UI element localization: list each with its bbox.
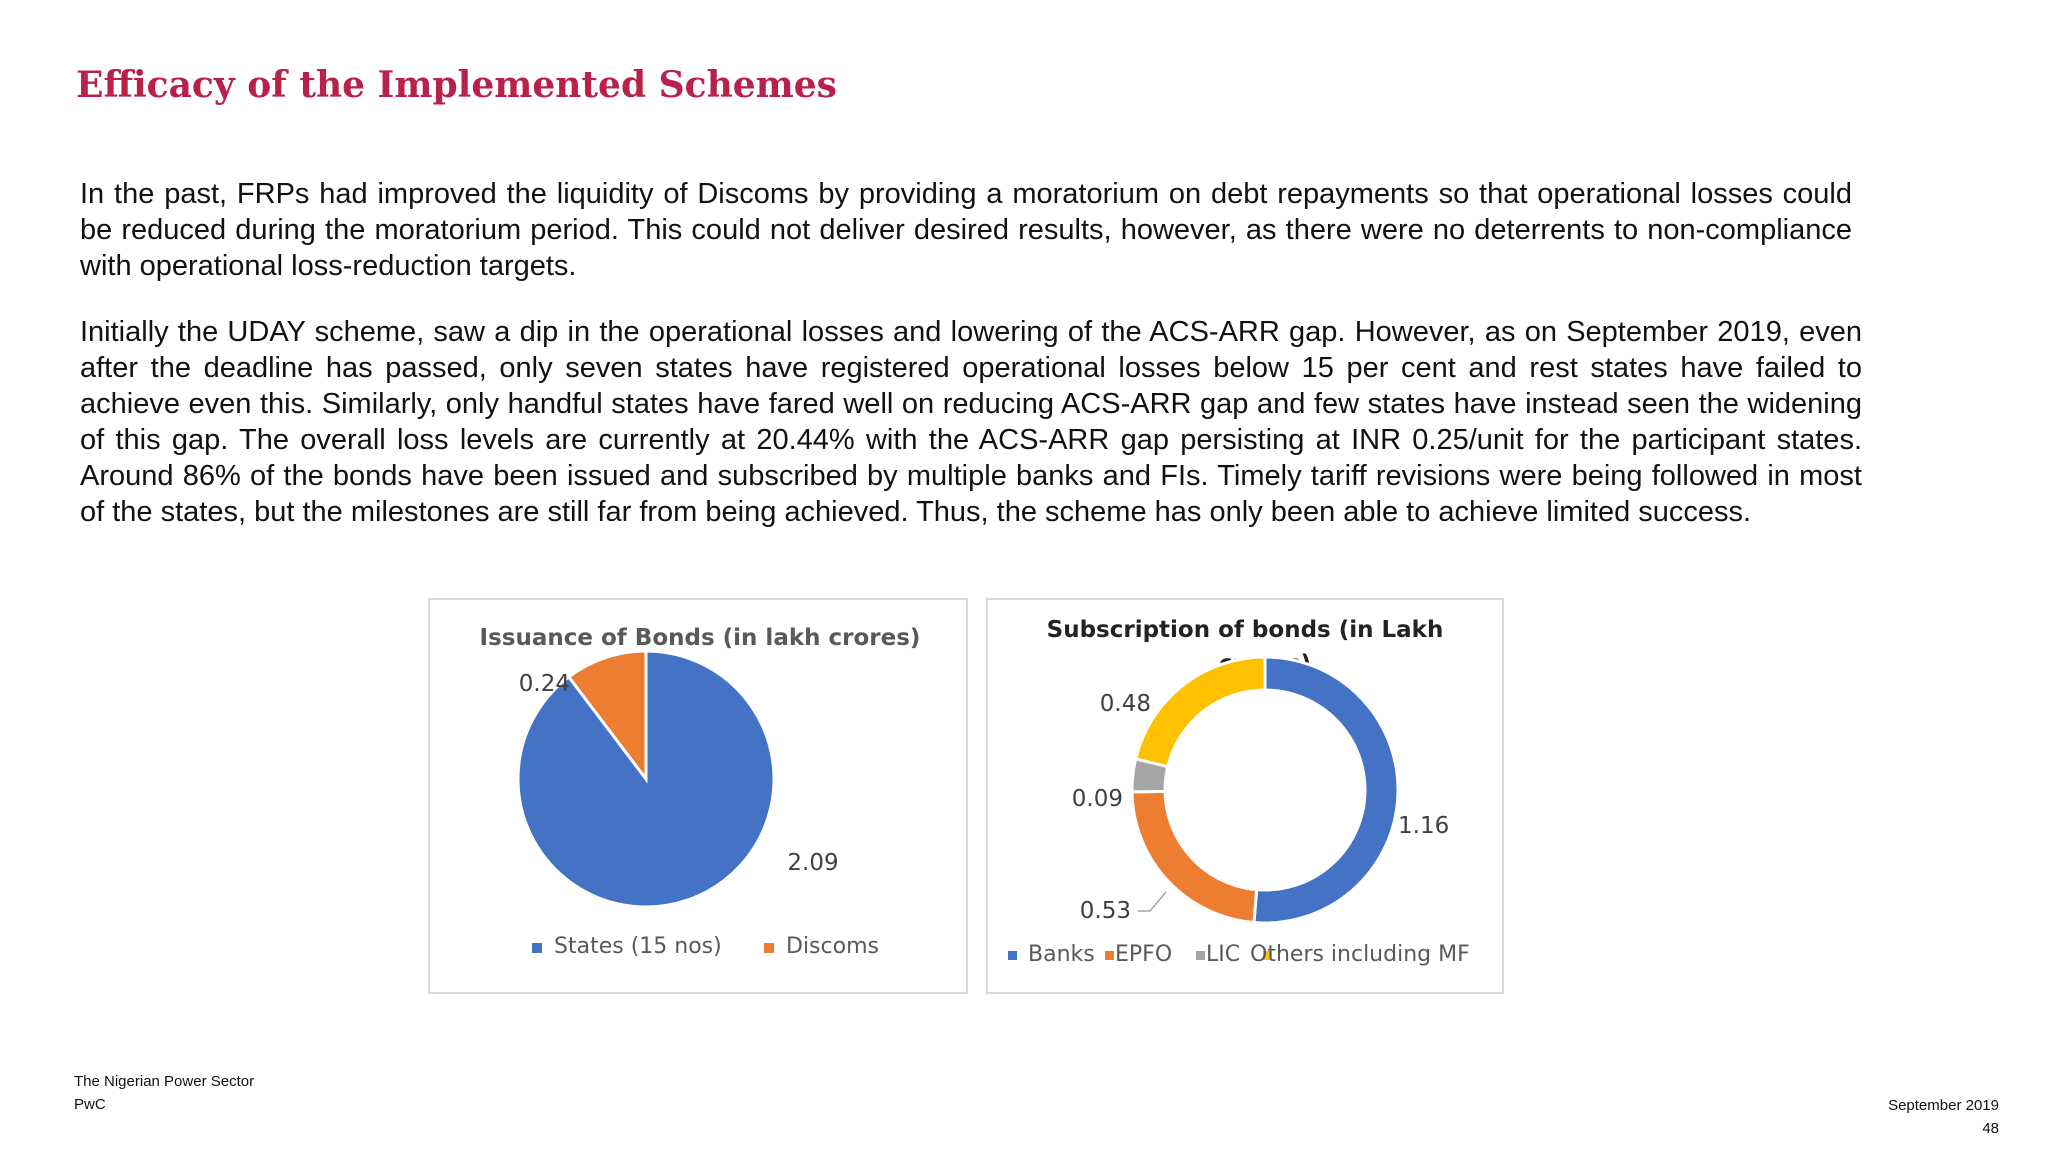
data-label-discoms: 0.24 bbox=[518, 671, 570, 697]
legend-label-epfo: EPFO bbox=[1115, 942, 1173, 967]
leader-line-epfo bbox=[1138, 892, 1166, 911]
legend-marker-epfo bbox=[1105, 951, 1114, 960]
paragraph-frp: In the past, FRPs had improved the liquidity of Discoms by providing a moratorium on debt repayments so that operational losses could be reduced during the moratorium period. This could not deliver desired results, however, as there were no deterrents to non-compliance with operational loss-reduction targets. bbox=[80, 178, 1852, 282]
data-label-lic: 0.09 bbox=[1071, 786, 1123, 812]
data-label-epfo: 0.53 bbox=[1079, 898, 1131, 924]
footer-report-title: The Nigerian Power Sector bbox=[74, 1073, 255, 1090]
legend-marker-discoms bbox=[764, 943, 774, 953]
page-title: Efficacy of the Implemented Schemes bbox=[76, 64, 837, 106]
legend-label-others: Others including MF bbox=[1250, 942, 1470, 967]
chart-title: Issuance of Bonds (in lakh crores) bbox=[479, 625, 921, 651]
data-label-banks: 1.16 bbox=[1398, 813, 1450, 839]
issuance-of-bonds-chart bbox=[428, 598, 968, 994]
legend-label-banks: Banks bbox=[1028, 942, 1095, 967]
legend-label-states: States (15 nos) bbox=[554, 934, 722, 959]
paragraph-uday: Initially the UDAY scheme, saw a dip in the operational losses and lowering of the ACS-ARR gap. However, as on September 2019, even after the deadline has passed, only seven states have registered operational losses below 15 per cent and rest states have failed to achieve even this. Similarly, only handful states have fared well on reducing ACS-ARR gap and few states have instead seen the widening of this gap. The overall loss levels are currently at 20.44% with the ACS-ARR gap persisting at INR 0.25/unit for the participant states. Around 86% of the bonds have been issued and subscribed by multiple banks and FIs. Timely tariff revisions were being followed in most of the states, but the milestones are still far from being achieved. Thus, the scheme has only been able to achieve limited success. bbox=[80, 316, 1862, 528]
issuance-pie-svg bbox=[430, 600, 966, 992]
donut-slice-banks bbox=[1254, 657, 1398, 923]
legend-marker-lic bbox=[1196, 951, 1205, 960]
data-label-states: 2.09 bbox=[787, 850, 839, 876]
chart-title-line-1: Subscription of bonds (in Lakh bbox=[1046, 617, 1444, 643]
legend-marker-states bbox=[532, 943, 542, 953]
legend-marker-banks bbox=[1008, 951, 1017, 960]
legend-label-lic: LIC bbox=[1206, 942, 1241, 967]
page-number: 48 bbox=[1982, 1120, 1999, 1137]
footer-company: PwC bbox=[74, 1096, 106, 1113]
footer-date: September 2019 bbox=[1888, 1097, 1999, 1114]
donut-slice-epfo bbox=[1132, 791, 1257, 922]
subscription-of-bonds-chart bbox=[986, 598, 1504, 994]
legend-label-discoms: Discoms bbox=[786, 934, 879, 959]
donut-slice-others-including-mf bbox=[1136, 657, 1265, 767]
data-label-others: 0.48 bbox=[1099, 691, 1151, 717]
subscription-donut-svg bbox=[988, 600, 1502, 992]
